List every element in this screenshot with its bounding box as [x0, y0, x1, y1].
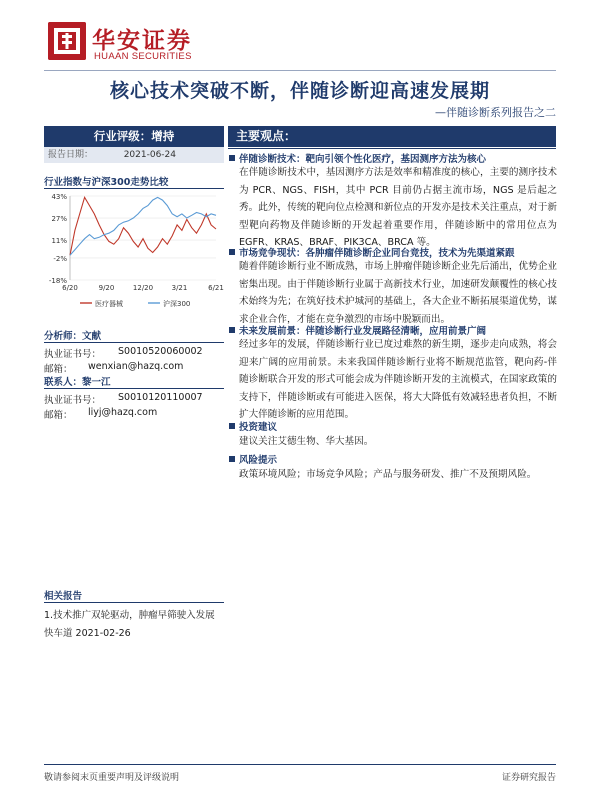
- report-date-value: 2021-06-24: [123, 150, 176, 160]
- chart-legend-label: 沪深300: [163, 300, 191, 308]
- chart-x-tick-label: 6/21: [208, 284, 224, 292]
- header-divider: [44, 70, 556, 71]
- analyst-name: 文献: [82, 331, 102, 342]
- chart-series-line: [70, 197, 216, 255]
- footer-report-type: 证券研究报告: [501, 773, 556, 783]
- footer-divider: [44, 764, 556, 765]
- chart-y-tick-label: 43%: [51, 193, 67, 201]
- contact-cert-row: 执业证书号： S0010120110007: [44, 392, 203, 406]
- rating-label: 行业评级：: [93, 129, 152, 143]
- point-title-risk: 风险提示: [239, 455, 278, 466]
- analyst-cert-row: 执业证书号： S0010520060002: [44, 346, 203, 360]
- report-date-row: [44, 147, 224, 163]
- analyst-cert-number: S0010520060002: [118, 346, 203, 357]
- chart-y-tick-label: 11%: [51, 237, 67, 246]
- point-title-technology: 伴随诊断技术：靶向引领个性化医疗，基因测序方法为核心: [239, 154, 487, 165]
- chart-x-tick-label: 3/21: [171, 284, 188, 292]
- bullet-icon: [229, 327, 235, 333]
- contact-cert-number: S0010120110007: [118, 392, 203, 403]
- chart-y-tick-label: -2%: [53, 254, 67, 263]
- chart-x-tick-label: 6/20: [62, 284, 78, 292]
- report-title: 核心技术突破不断，伴随诊断迎高速发展期: [109, 80, 490, 102]
- chart-x-tick-label: 12/20: [132, 284, 154, 292]
- bullet-icon: [229, 155, 235, 161]
- chart-title: 行业指数与沪深300走势比较: [44, 177, 169, 188]
- report-subtitle: —伴随诊断系列报告之二: [435, 106, 556, 119]
- brand-seal-icon: [48, 22, 86, 60]
- brand-name-cn: 华安证券: [92, 27, 192, 54]
- chart-legend-label: 医疗器械: [95, 300, 123, 308]
- industry-rating-box: [44, 126, 224, 147]
- point-title-investment: 投资建议: [239, 422, 278, 433]
- analyst-divider: [44, 342, 224, 343]
- report-date-label: 报告日期：: [48, 150, 94, 160]
- point-body-risk: 政策环境风险；市场竞争风险；产品与服务研发、推广不及预期风险。: [239, 469, 537, 480]
- chart-title-divider: [44, 188, 224, 189]
- point-body-outlook: 经过多年的发展，伴随诊断行业已度过难熬的新生期，逐步走向成熟，将会迎来广阔的应用前景。未来我国伴随诊断行业将不断规范监管，靶向药-伴随诊断联合开发的形式可能会成为伴随诊断开发的主流模式，在国家政策的支持下，伴随诊断或有可能进入医保，将大大降低有效减轻患者负担，不断扩大伴随诊断的应用范围。: [239, 339, 557, 420]
- contact-section-label: 联系人：黎一江: [44, 377, 111, 388]
- contact-email[interactable]: liyj@hazq.com: [88, 407, 158, 418]
- related-report-item[interactable]: 1.技术推广双轮驱动，肿瘤早筛驶入发展快车道 2021-02-26: [44, 610, 215, 639]
- chart-series-line: [70, 197, 216, 255]
- key-points-divider: [228, 148, 556, 149]
- brand-name-en: HUAAN SECURITIES: [94, 51, 192, 62]
- analyst-email[interactable]: wenxian@hazq.com: [88, 361, 184, 372]
- chart-y-tick-label: -18%: [48, 277, 67, 285]
- contact-email-row: 邮箱： liyj@hazq.com: [44, 407, 158, 421]
- rating-value: 增持: [151, 129, 175, 143]
- related-reports-divider: [44, 602, 224, 603]
- footer-disclaimer-link[interactable]: 敬请参阅末页重要声明及评级说明: [44, 773, 180, 783]
- performance-chart: [44, 190, 224, 322]
- point-title-competition: 市场竞争现状：各肿瘤伴随诊断企业同台竞技，技术为先渠道紧跟: [239, 248, 515, 259]
- brand-logo: [48, 20, 216, 68]
- contact-name: 黎一江: [82, 377, 111, 388]
- contact-divider: [44, 388, 224, 389]
- point-body-investment: 建议关注艾德生物、华大基因。: [239, 436, 374, 447]
- chart-y-tick-label: 27%: [51, 215, 67, 224]
- point-body-competition: 随着伴随诊断行业不断成熟，市场上肿瘤伴随诊断企业先后涌出，优势企业密集出现。由于伴随诊断行业属于高新技术行业，加速研发颠覆性的核心技术始终为先；在筑好技术护城河的基础上，各大企业不断拓展渠道优势，谋求企业合作，才能在竞争激烈的市场中脱颖而出。: [239, 261, 557, 325]
- bullet-icon: [229, 249, 235, 255]
- bullet-icon: [229, 456, 235, 462]
- bullet-icon: [229, 423, 235, 429]
- analyst-email-row: 邮箱： wenxian@hazq.com: [44, 361, 184, 375]
- point-body-technology: 在伴随诊断技术中，基因测序方法是效率和精准度的核心，主要的测序技术为 PCR、NGS、FISH，其中 PCR 目前仍占据主流市场，NGS 是后起之秀。此外，传统的靶向位点检测和新位点的开发亦是技术关注重点，对于新型靶向药物及伴随诊断的开发起着重要作用，伴随诊断中的常用位点为 EGFR、KRAS、BRAF、PIK3CA、BRCA 等。: [239, 167, 557, 248]
- key-points-heading: 主要观点：: [228, 126, 556, 147]
- related-reports-label: 相关报告: [44, 591, 83, 602]
- chart-x-tick-label: 9/20: [98, 284, 115, 292]
- analyst-section-label: 分析师：文献: [44, 331, 102, 342]
- point-title-outlook: 未来发展前景：伴随诊断行业发展路径清晰，应用前景广阔: [239, 326, 487, 337]
